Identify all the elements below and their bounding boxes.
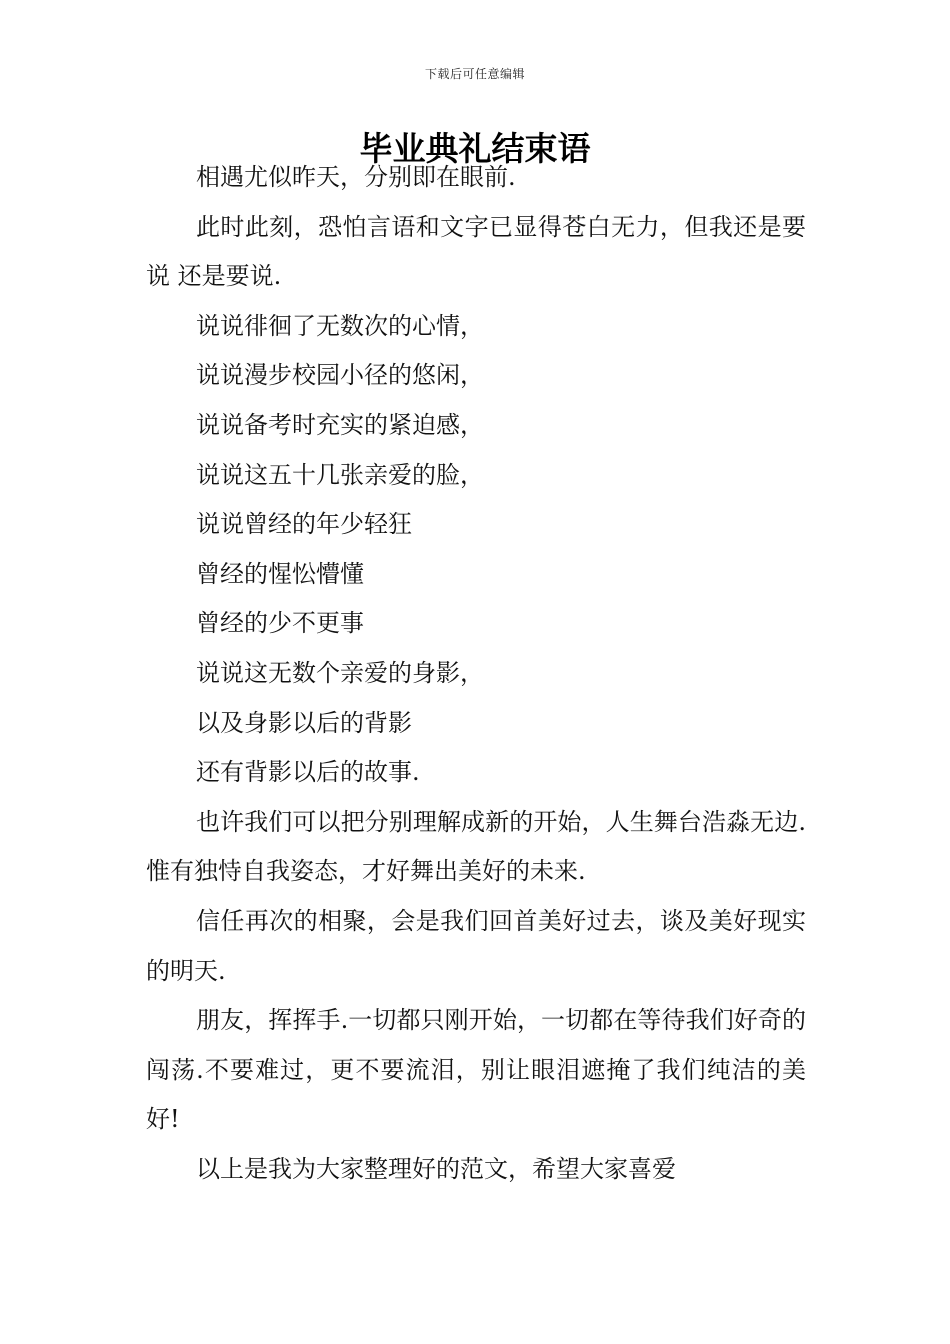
paragraph: 说说曾经的年少轻狂 [196, 510, 412, 539]
paragraph: 也许我们可以把分别理解成新的开始，人生舞台浩淼无边.惟有独恃自我姿态，才好舞出美好的未来. [146, 807, 806, 886]
paragraph: 信任再次的相聚，会是我们回首美好过去，谈及美好现实的明天. [146, 906, 806, 985]
paragraph: 说说备考时充实的紧迫感， [196, 410, 484, 439]
paragraph: 相遇尤似昨天，分别即在眼前. [196, 163, 516, 191]
paragraph: 说说这五十几张亲爱的脸， [196, 460, 484, 489]
paragraph: 朋友，挥挥手.一切都只刚开始，一切都在等待我们好奇的闯荡.不要难过，更不要流泪，别让眼泪遮掩了我们纯洁的美好! [146, 1006, 806, 1134]
page-header-note: 下载后可任意编辑 [424, 67, 525, 81]
paragraph: 说说这无数个亲爱的身影， [196, 658, 484, 687]
paragraph: 说说徘徊了无数次的心情， [196, 311, 484, 340]
document-title: 毕业典礼结束语 [359, 129, 591, 168]
document-body [146, 153, 806, 1194]
paragraph: 此时此刻，恐怕言语和文字已显得苍白无力，但我还是要说 还是要说. [146, 212, 806, 291]
paragraph: 说说漫步校园小径的悠闲， [196, 361, 484, 390]
paragraph: 曾经的少不更事 [196, 609, 364, 638]
paragraph: 以上是我为大家整理好的范文，希望大家喜爱 [196, 1154, 676, 1183]
paragraph: 还有背影以后的故事. [196, 758, 420, 787]
paragraph: 曾经的惺忪懵懂 [196, 559, 364, 588]
paragraph: 以及身影以后的背影 [196, 708, 412, 737]
